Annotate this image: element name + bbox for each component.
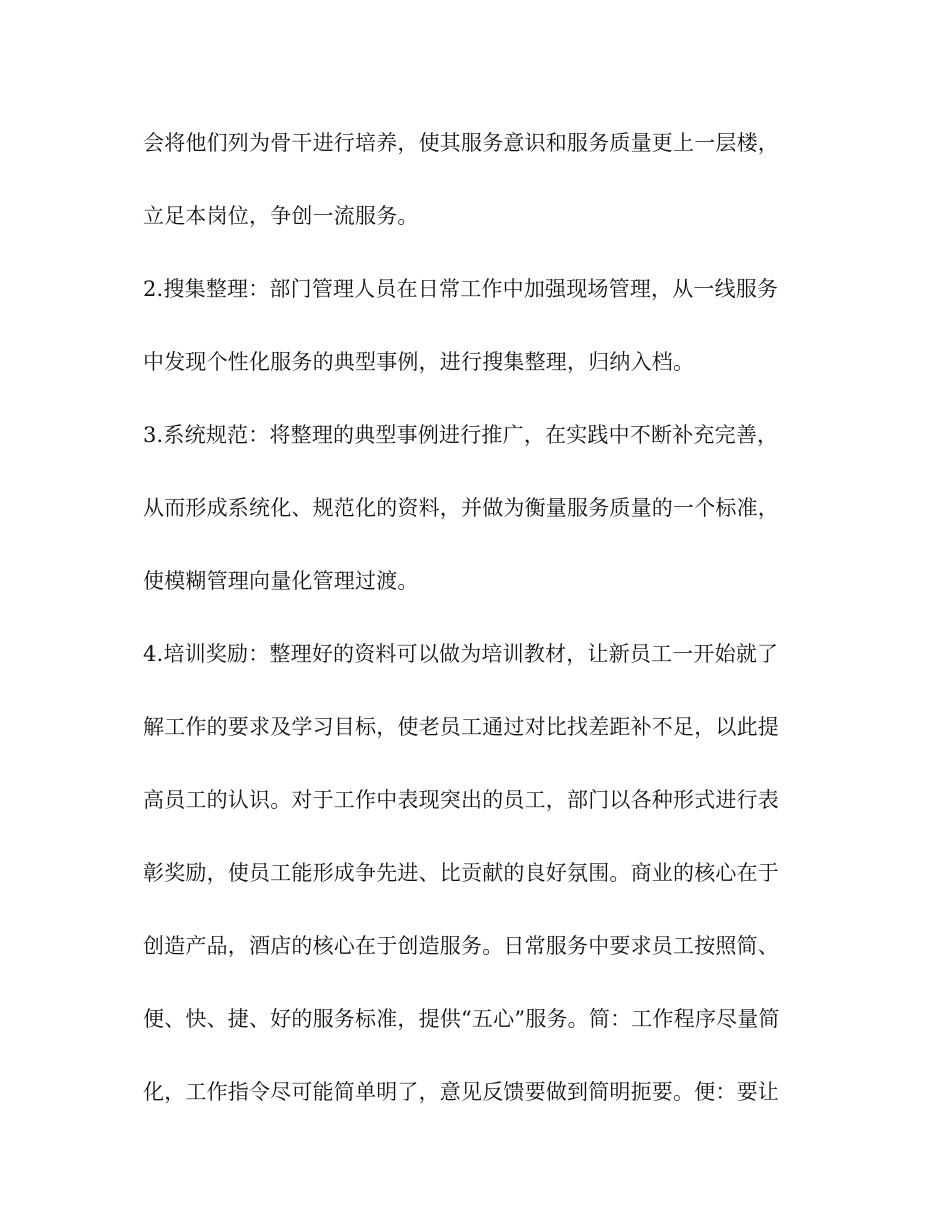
text-line: 2.搜集整理：部门管理人员在日常工作中加强现场管理，从一线服务: [143, 277, 779, 301]
text-line: 使模糊管理向量化管理过渡。: [143, 569, 419, 593]
document-body: [143, 122, 823, 1144]
text-line: 彰奖励，使员工能形成争先进、比贡献的良好氛围。商业的核心在于: [143, 861, 779, 885]
text-line: 会将他们列为骨干进行培养，使其服务意识和服务质量更上一层楼，: [143, 131, 779, 155]
text-line: 便、快、捷、好的服务标准，提供“五心”服务。简：工作程序尽量简: [143, 1007, 780, 1031]
text-line: 化，工作指令尽可能简单明了，意见反馈要做到简明扼要。便：要让: [143, 1080, 779, 1104]
text-line: 解工作的要求及学习目标，使老员工通过对比找差距补不足，以此提: [143, 715, 779, 739]
text-line: 3.系统规范：将整理的典型事例进行推广，在实践中不断补充完善，: [143, 423, 779, 447]
text-line: 高员工的认识。对于工作中表现突出的员工，部门以各种形式进行表: [143, 788, 779, 812]
text-line: 立足本岗位，争创一流服务。: [143, 204, 419, 228]
text-line: 创造产品，酒店的核心在于创造服务。日常服务中要求员工按照简、: [143, 934, 779, 958]
text-line: 4.培训奖励：整理好的资料可以做为培训教材，让新员工一开始就了: [143, 642, 779, 666]
text-line: 中发现个性化服务的典型事例，进行搜集整理，归纳入档。: [143, 350, 695, 374]
text-line: 从而形成系统化、规范化的资料，并做为衡量服务质量的一个标准，: [143, 496, 779, 520]
